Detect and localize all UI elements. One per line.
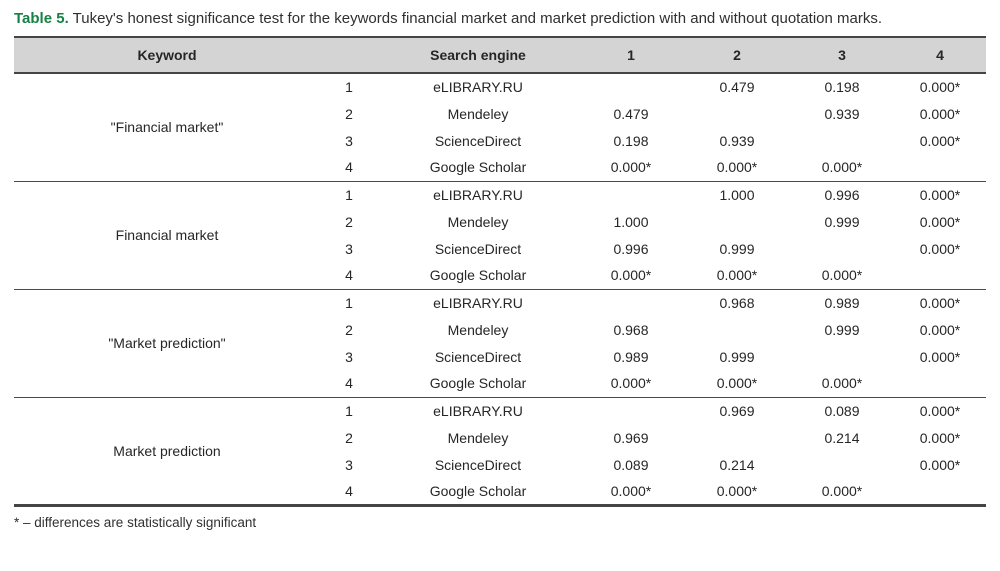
search-engine-cell: ScienceDirect [434, 240, 522, 257]
row-number: 1 [345, 294, 353, 311]
p-value-4: 0.000* [919, 240, 961, 257]
p-value-3: 0.089 [824, 402, 860, 419]
table-row [14, 397, 986, 424]
p-value-2: 0.999 [719, 348, 755, 365]
header-row [14, 37, 986, 73]
table-caption-text: Tukey's honest significance test for the keywords financial market and market prediction with and without quotation marks. [68, 10, 883, 27]
row-number: 4 [345, 267, 353, 284]
p-value-4: 0.000* [919, 105, 961, 122]
row-number: 3 [345, 132, 353, 149]
row-number: 4 [345, 482, 353, 499]
p-value-3: 0.214 [824, 429, 860, 446]
p-value-1: 0.968 [613, 321, 649, 338]
p-value-1 [578, 289, 684, 316]
search-engine-cell: eLIBRARY.RU [433, 186, 523, 203]
search-engine-cell: Mendeley [447, 429, 509, 446]
p-value-2: 1.000 [719, 186, 755, 203]
p-value-3: 0.939 [824, 105, 860, 122]
row-number: 1 [345, 186, 353, 203]
keyword-group [14, 73, 986, 181]
p-value-3: 0.999 [824, 213, 860, 230]
search-engine-cell: Mendeley [447, 105, 509, 122]
header-col-2: 2 [684, 37, 790, 73]
p-value-1 [578, 397, 684, 424]
p-value-2: 0.000* [716, 375, 758, 392]
table-header [14, 37, 986, 73]
p-value-1: 0.000* [610, 267, 652, 284]
row-number: 1 [345, 402, 353, 419]
p-value-1: 0.969 [613, 429, 649, 446]
header-row-number [320, 37, 378, 73]
table-caption-label: Table 5. [14, 10, 69, 27]
p-value-1: 0.996 [613, 240, 649, 257]
p-value-1: 0.479 [613, 105, 649, 122]
search-engine-cell: Google Scholar [429, 159, 527, 176]
p-value-2: 0.968 [719, 294, 755, 311]
p-value-1: 1.000 [613, 213, 649, 230]
p-value-3 [790, 451, 894, 478]
p-value-4 [894, 262, 986, 289]
search-engine-cell: Google Scholar [429, 267, 527, 284]
p-value-1: 0.089 [613, 456, 649, 473]
search-engine-cell: Mendeley [447, 213, 509, 230]
p-value-3: 0.000* [821, 482, 863, 499]
row-number: 2 [345, 321, 353, 338]
search-engine-cell: Google Scholar [429, 375, 527, 392]
p-value-1: 0.989 [613, 348, 649, 365]
p-value-2 [684, 100, 790, 127]
keyword-group [14, 397, 986, 505]
p-value-2: 0.999 [719, 240, 755, 257]
search-engine-cell: ScienceDirect [434, 132, 522, 149]
table-row [14, 289, 986, 316]
p-value-4 [894, 478, 986, 505]
keyword-group [14, 289, 986, 397]
search-engine-cell: Mendeley [447, 321, 509, 338]
p-value-1 [578, 73, 684, 100]
p-value-4: 0.000* [919, 213, 961, 230]
row-number: 3 [345, 348, 353, 365]
p-value-4: 0.000* [919, 456, 961, 473]
search-engine-cell: Google Scholar [429, 482, 527, 499]
row-number: 3 [345, 456, 353, 473]
p-value-3: 0.996 [824, 186, 860, 203]
p-value-3 [790, 235, 894, 262]
header-search-engine: Search engine [378, 37, 578, 73]
keyword-cell: "Market prediction" [108, 335, 226, 351]
p-value-4: 0.000* [919, 186, 961, 203]
row-number: 2 [345, 429, 353, 446]
tukey-table [14, 36, 986, 507]
search-engine-cell: ScienceDirect [434, 456, 522, 473]
p-value-1: 0.000* [610, 159, 652, 176]
row-number: 4 [345, 159, 353, 176]
p-value-2: 0.479 [719, 79, 755, 95]
header-col-4: 4 [894, 37, 986, 73]
p-value-3: 0.000* [821, 267, 863, 284]
p-value-2: 0.000* [716, 482, 758, 499]
p-value-1: 0.000* [610, 482, 652, 499]
p-value-4: 0.000* [919, 294, 961, 311]
keyword-cell: Market prediction [113, 442, 221, 459]
p-value-4: 0.000* [919, 429, 961, 446]
table-footnote: * – differences are statistically significant [14, 514, 257, 530]
row-number: 2 [345, 213, 353, 230]
row-number: 2 [345, 105, 353, 122]
p-value-2: 0.969 [719, 402, 755, 419]
p-value-1: 0.198 [613, 132, 649, 149]
p-value-4: 0.000* [919, 79, 961, 95]
p-value-3 [790, 127, 894, 154]
p-value-1: 0.000* [610, 375, 652, 392]
p-value-4: 0.000* [919, 348, 961, 365]
p-value-3: 0.198 [824, 79, 860, 95]
keyword-cell: Financial market [115, 227, 219, 243]
row-number: 3 [345, 240, 353, 257]
search-engine-cell: ScienceDirect [434, 348, 522, 365]
p-value-2: 0.214 [719, 456, 755, 473]
p-value-3: 0.000* [821, 375, 863, 392]
p-value-2: 0.939 [719, 132, 755, 149]
p-value-4: 0.000* [919, 132, 961, 149]
p-value-4 [894, 154, 986, 181]
header-keyword: Keyword [14, 37, 320, 73]
search-engine-cell: eLIBRARY.RU [433, 402, 523, 419]
keyword-cell: "Financial market" [110, 119, 224, 136]
p-value-2: 0.000* [716, 159, 758, 176]
search-engine-cell: eLIBRARY.RU [433, 294, 523, 311]
keyword-group [14, 181, 986, 289]
header-col-3: 3 [790, 37, 894, 73]
p-value-3: 0.000* [821, 159, 863, 176]
p-value-2: 0.000* [716, 267, 758, 284]
p-value-3 [790, 343, 894, 370]
p-value-2 [684, 424, 790, 451]
p-value-2 [684, 316, 790, 343]
header-col-1: 1 [578, 37, 684, 73]
p-value-1 [578, 181, 684, 208]
p-value-3: 0.989 [824, 294, 860, 311]
row-number: 4 [345, 375, 353, 392]
table-caption [14, 9, 964, 29]
p-value-3: 0.999 [824, 321, 860, 338]
search-engine-cell: eLIBRARY.RU [433, 79, 523, 95]
p-value-4: 0.000* [919, 402, 961, 419]
table-row [14, 181, 986, 208]
p-value-4 [894, 370, 986, 397]
row-number: 1 [345, 79, 353, 95]
p-value-2 [684, 208, 790, 235]
table-row [14, 73, 986, 100]
p-value-4: 0.000* [919, 321, 961, 338]
